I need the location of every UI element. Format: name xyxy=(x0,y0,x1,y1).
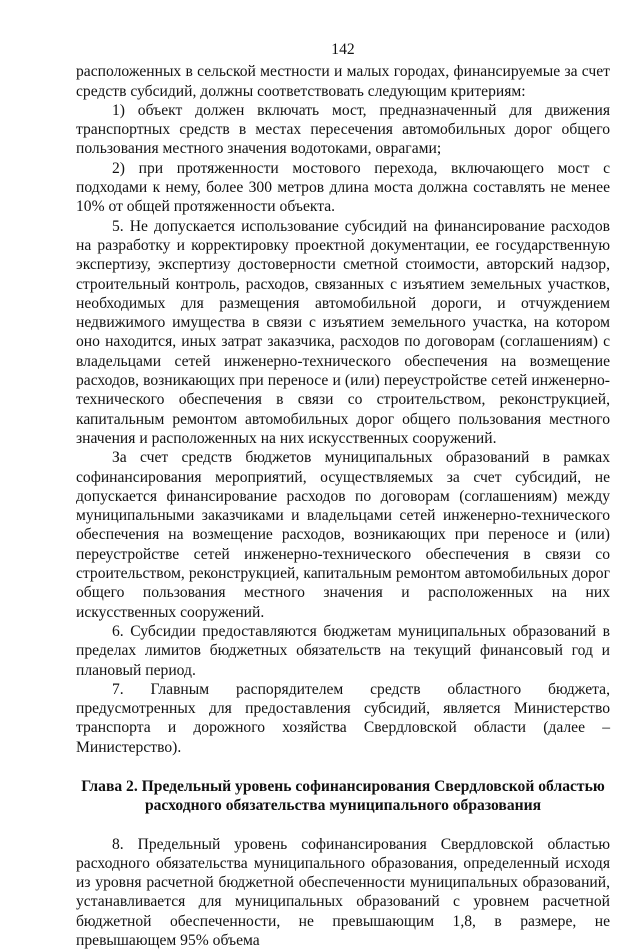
page-number: 142 xyxy=(331,41,355,58)
paragraph-clause-6: 6. Субсидии предоставляются бюджетам муниципальных образований в пределах лимитов бюджетных обязательств на текущий финансовый год и плановый период. xyxy=(76,622,610,679)
paragraph-criteria-intro: расположенных в сельской местности и малых городах, финансируемые за счет средств субсидий, должны соответствовать следующим критериям: xyxy=(76,63,610,100)
paragraph-clause-5: 5. Не допускается использование субсидий на финансирование расходов на разработку и корректировку проектной документации, ее государственную экспертизу, экспертизу достоверности сметной стоимости, авторский надзор, строительный контроль, расходов, связанных с изъятием земельных участков, необходимых для размещения автомобильной дороги, и отчуждением недвижимого имущества в связи с изъятием земельного участка, на котором оно находится, иных затрат заказчика, расходов по договорам (соглашениям) с владельцами сетей инженерно-технического обеспечения на возмещение расходов, возникающих при переносе и (или) переустройстве сетей инженерно-технического обеспечения в связи со строительством, реконструкцией, капитальным ремонтом автомобильных дорог общего пользования местного значения и расположенных на них искусственных сооружений. xyxy=(76,217,610,447)
paragraph-cofinancing-restriction: За счет средств бюджетов муниципальных образований в рамках софинансирования мероприятий, осуществляемых за счет субсидий, не допускается финансирование расходов по договорам (соглашениям) между муниципальными заказчиками и владельцами сетей инженерно-технического обеспечения на возмещение расходов, возникающих при переносе и (или) переустройстве сетей инженерно-технического обеспечения в связи со строительством, реконструкцией, капитальным ремонтом автомобильных дорог общего пользования местного значения и расположенных на них искусственных сооружений. xyxy=(76,449,610,621)
paragraph-clause-8: 8. Предельный уровень софинансирования Свердловской областью расходного обязательства муниципального образования, определенный исходя из уровня расчетной бюджетной обеспеченности муниципальных образований, устанавливается для муниципальных образований с уровнем расчетной бюджетной обеспеченности, не превышающим 1,8, в размере, не превышающем 95% объема xyxy=(76,835,610,950)
document-page xyxy=(76,40,610,950)
paragraph-criterion-2: 2) при протяженности мостового перехода, включающего мост с подходами к нему, более 300 метров длина моста должна составлять не менее 10% от общей протяженности объекта. xyxy=(76,159,610,216)
paragraph-clause-7: 7. Главным распорядителем средств областного бюджета, предусмотренных для предоставления субсидий, является Министерство транспорта и дорожного хозяйства Свердловской области (далее – Министерство). xyxy=(76,680,610,756)
paragraph-criterion-1: 1) объект должен включать мост, предназначенный для движения транспортных средств в местах пересечения автомобильных дорог общего пользования местного значения водотоками, оврагами; xyxy=(76,101,610,158)
chapter-heading: Глава 2. Предельный уровень софинансирования Свердловской областью расходного обязательства муниципального образования xyxy=(81,777,605,815)
